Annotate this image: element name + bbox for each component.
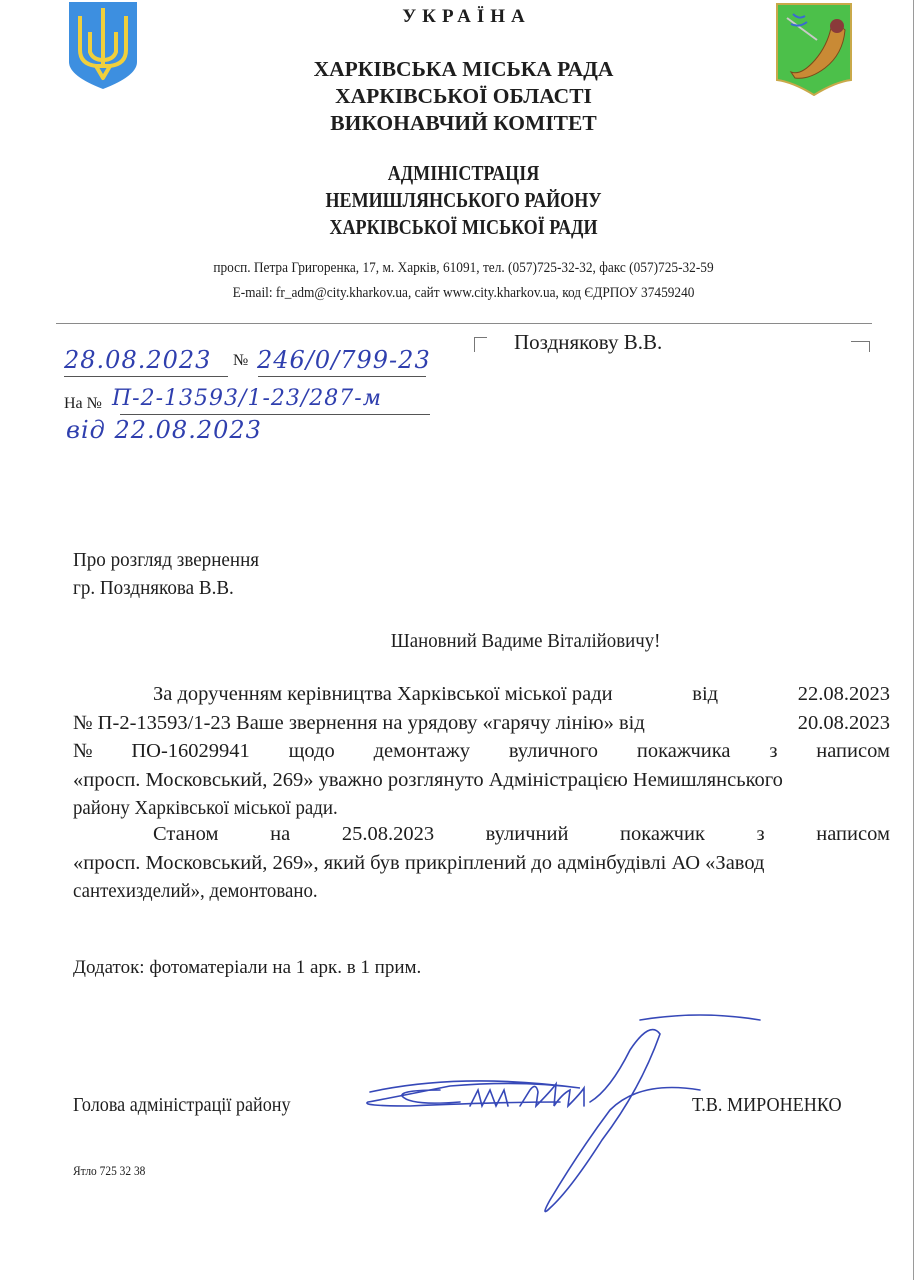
council-heading	[0, 56, 919, 137]
addressee-corner-right	[851, 341, 870, 352]
signatory-name	[692, 1095, 853, 1117]
paragraph-word: вуличний	[485, 823, 569, 845]
paragraph-word: демонтажу	[373, 740, 471, 763]
registration-number: 246/0/799-23	[257, 346, 431, 374]
paragraph-line	[73, 709, 890, 738]
subject-line-1: Про розгляд звернення	[73, 549, 260, 571]
attachment-note: Додаток: фотоматеріали на 1 арк. в 1 прим.	[73, 957, 422, 978]
paragraph-word: № П-2-13593/1-23 Ваше звернення на урядову «гарячу лінію» від	[73, 711, 645, 734]
header-divider	[56, 323, 872, 324]
paragraph-line	[73, 877, 825, 906]
registration-date: 28.08.2023	[64, 346, 212, 374]
subject-line-2: гр. Позднякова В.В.	[73, 577, 234, 599]
address-line: просп. Петра Григоренка, 17, м. Харків, 61091, тел. (057)725-32-32, факс (057)725-32-59	[213, 260, 714, 276]
subject	[73, 546, 273, 602]
council-line-2: ХАРКІВСЬКОЇ ОБЛАСТІ	[335, 84, 592, 108]
executor-contact	[73, 1163, 155, 1179]
paragraph-word: з	[756, 823, 765, 845]
reference-date: від 22.08.2023	[66, 416, 262, 444]
council-line-1: ХАРКІВСЬКА МІСЬКА РАДА	[313, 57, 614, 81]
paragraph-word: написом	[816, 823, 890, 845]
paragraph-word: 22.08.2023	[797, 683, 890, 705]
paragraph-word: щодо	[288, 740, 335, 763]
paragraph-word: «просп. Московський, 269» уважно розглянуто Адміністрацією Немишлянського	[73, 768, 783, 791]
signatory-title-text: Голова адміністрації району	[73, 1095, 291, 1116]
council-line-3: ВИКОНАВЧИЙ КОМІТЕТ	[330, 111, 597, 135]
paragraph-word: «просп. Московський, 269», який був прикріплений до адмінбудівлі АО «Завод	[73, 851, 765, 874]
paragraph-word: 25.08.2023	[341, 823, 435, 845]
paragraph-word: За дорученням керівництва Харківської міської ради	[153, 683, 613, 705]
paragraph-1	[73, 680, 890, 823]
signatory-name-text: Т.В. МИРОНЕНКО	[692, 1095, 842, 1116]
addressee: Позднякову В.В.	[514, 330, 663, 354]
paragraph-word: від	[692, 683, 719, 705]
paragraph-line	[73, 680, 890, 709]
paragraph-word: №	[73, 740, 93, 763]
paragraph-word: покажчик	[620, 823, 705, 845]
paragraph-word: на	[270, 823, 291, 845]
paragraph-word: вуличного	[508, 740, 599, 763]
paragraph-2	[73, 820, 890, 906]
executor-text: Ятло 725 32 38	[73, 1163, 146, 1178]
paragraph-word: району Харківської міської ради.	[73, 797, 338, 820]
paragraph-word: написом	[816, 740, 890, 763]
date-underline	[64, 376, 228, 377]
salutation	[0, 630, 919, 653]
paragraph-line	[73, 849, 890, 878]
paragraph-word: сантехизделий», демонтовано.	[73, 880, 318, 903]
paragraph-word: з	[769, 740, 778, 763]
paragraph-line	[73, 820, 890, 849]
number-underline	[258, 376, 426, 377]
contact-block	[0, 256, 919, 306]
paragraph-line	[73, 766, 890, 795]
registration-number-label: №	[233, 352, 249, 369]
reference-underline	[120, 414, 430, 415]
paragraph-line	[73, 794, 825, 823]
paragraph-word: покажчика	[636, 740, 731, 763]
signatory-title	[73, 1095, 307, 1117]
admin-line-2: НЕМИШЛЯНСЬКОГО РАЙОНУ	[325, 188, 602, 212]
paragraph-word: ПО-16029941	[131, 740, 250, 763]
addressee-corner-left	[474, 337, 487, 352]
admin-line-1: АДМІНІСТРАЦІЯ	[387, 161, 540, 185]
paragraph-line	[73, 737, 890, 766]
reference-label: На №	[64, 395, 102, 412]
contact-line: E-mail: fr_adm@city.kharkov.ua, сайт www.city.kharkov.ua, код ЄДРПОУ 37459240	[232, 285, 695, 301]
paragraph-word: 20.08.2023	[797, 711, 890, 734]
salutation-text: Шановний Вадиме Віталійовичу!	[390, 630, 661, 652]
reference-number: П-2-13593/1-23/287-м	[112, 386, 382, 411]
admin-line-3: ХАРКІВСЬКОЇ МІСЬКОЇ РАДИ	[329, 215, 598, 239]
administration-heading	[0, 160, 919, 241]
paragraph-word: Станом	[153, 823, 219, 845]
country-heading: УКРАЇНА	[402, 6, 531, 27]
